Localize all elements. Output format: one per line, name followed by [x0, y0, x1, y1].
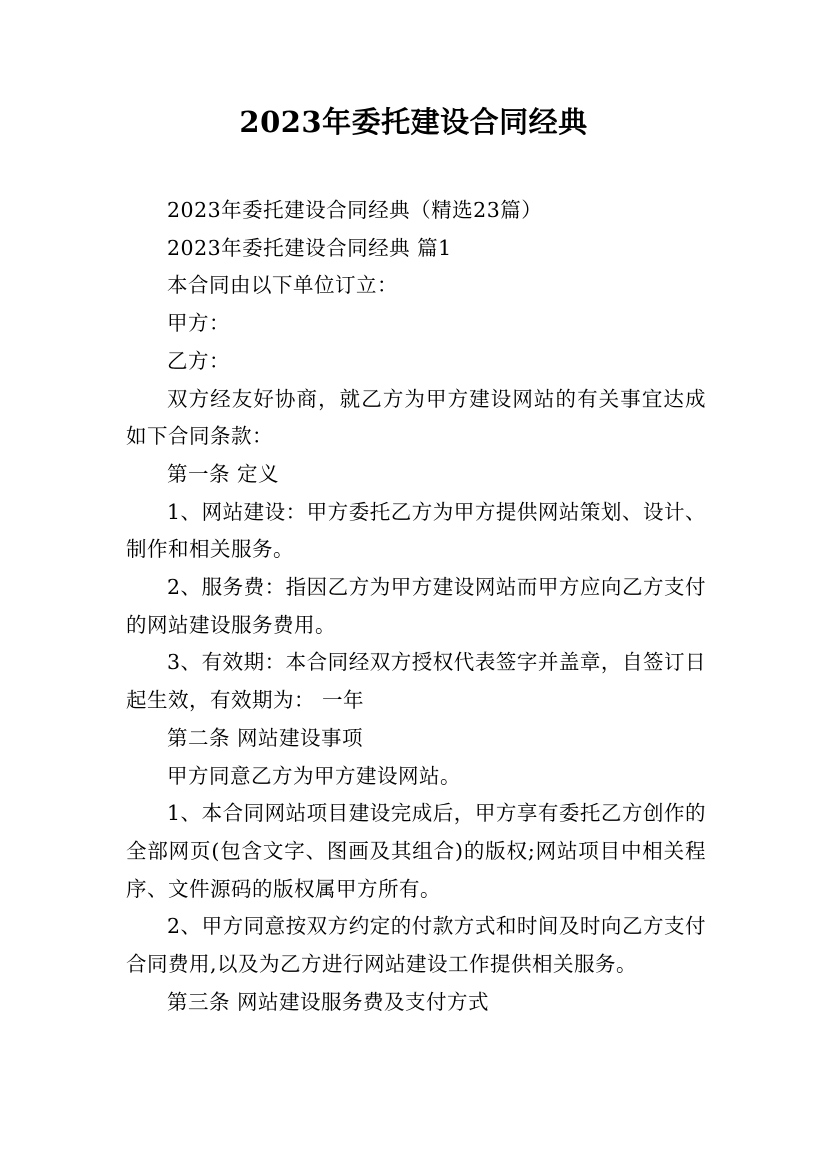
document-body — [126, 192, 706, 1021]
paragraph: 本合同由以下单位订立： — [167, 273, 398, 298]
paragraph: 双方经友好协商，就乙方为甲方建设网站的有关事宜达成如下合同条款： — [126, 386, 706, 449]
paragraph: 2、服务费：指因乙方为甲方建设网站而甲方应向乙方支付的网站建设服务费用。 — [126, 575, 706, 637]
article-heading: 第二条 网站建设事项 — [167, 725, 364, 750]
paragraph: 3、有效期：本合同经双方授权代表签字并盖章，自签订日起生效，有效期为： 一年 — [126, 650, 706, 713]
paragraph-party-a: 甲方： — [167, 311, 230, 336]
document-title: 2023年委托建设合同经典 — [239, 105, 588, 139]
paragraph: 甲方同意乙方为甲方建设网站。 — [167, 763, 461, 788]
paragraph-party-b: 乙方： — [167, 348, 230, 373]
article-heading: 第一条 定义 — [167, 461, 280, 486]
paragraph-section-heading: 2023年委托建设合同经典 篇1 — [167, 235, 452, 260]
paragraph: 1、网站建设：甲方委托乙方为甲方提供网站策划、设计、制作和相关服务。 — [126, 499, 706, 562]
paragraph: 1、本合同网站项目建设完成后，甲方享有委托乙方创作的全部网页(包含文字、图画及其组合)的版权;网站项目中相关程序、文件源码的版权属甲方所有。 — [126, 801, 706, 901]
paragraph-subtitle: 2023年委托建设合同经典（精选23篇） — [167, 198, 543, 222]
paragraph: 2、甲方同意按双方约定的付款方式和时间及时向乙方支付合同费用,以及为乙方进行网站建设工作提供相关服务。 — [126, 914, 706, 977]
article-heading: 第三条 网站建设服务费及支付方式 — [167, 989, 490, 1014]
